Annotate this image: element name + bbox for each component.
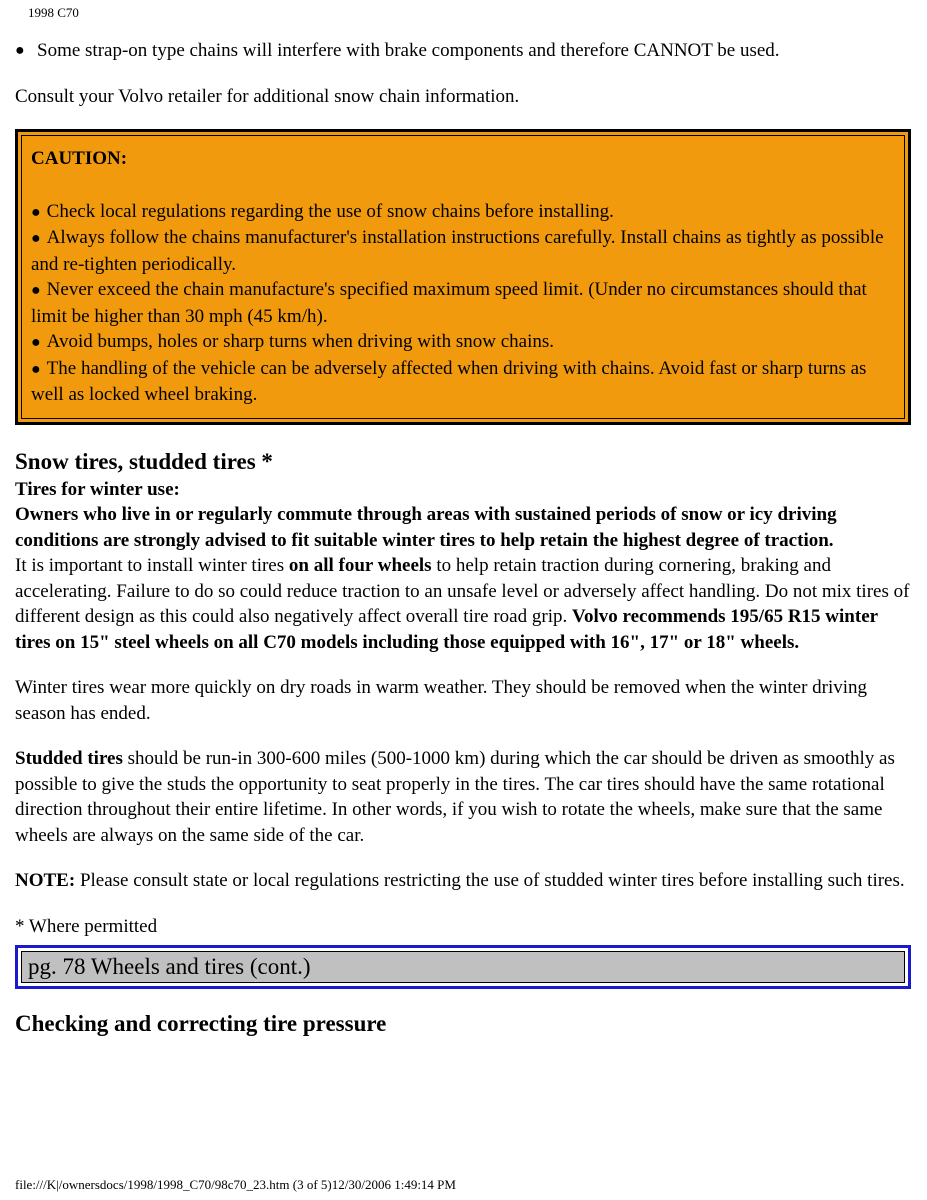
bullet-icon: ● [31, 203, 41, 221]
tire-wear-paragraph: Winter tires wear more quickly on dry roads in warm weather. They should be removed when the winter driving season has ended. [15, 677, 868, 724]
caution-box-inner [21, 135, 905, 419]
bullet-icon: ● [31, 360, 41, 378]
chain-warning-text: Some strap-on type chains will interfere with brake components and therefore CANNOT be used. [37, 40, 780, 61]
caution-item [31, 225, 895, 277]
bullet-icon: ● [31, 334, 41, 351]
bullet-icon: ● [31, 282, 41, 299]
page-reference-label: pg. 78 Wheels and tires (cont.) [21, 951, 905, 983]
consult-retailer-text: Consult your Volvo retailer for additional snow chain information. [15, 85, 520, 107]
studded-tires-text: should be run-in 300-600 miles (500-1000 km) during which the car should be driven as smoothly as possible to give the studs the opportunity to seat properly in the tires. The car tires should have the same rotational direction throughout their entire lifetime. In other words, if you wish to rotate the wheels, make sure that the same wheels are always on the same side of the car. [15, 748, 895, 846]
caution-item-text: Check local regulations regarding the use of snow chains before installing. [46, 200, 614, 222]
page-reference-box [15, 945, 911, 989]
volvo-recommendation: Volvo recommends 195/65 R15 winter tires on 15" steel wheels on all C70 models including those equipped with 16", 17" or 18" wheels. [15, 606, 878, 653]
caution-item [31, 356, 895, 408]
winter-tires-advice: Owners who live in or regularly commute through areas with sustained periods of snow or icy driving conditions are strongly advised to fit suitable winter tires to help retain the highest degree of traction. [15, 504, 837, 551]
bullet-icon: ● [31, 230, 41, 247]
file-path-footer: file:///K|/ownersdocs/1998/1998_C70/98c70_23.htm (3 of 5)12/30/2006 1:49:14 PM [15, 1177, 456, 1192]
caution-item-text: Never exceed the chain manufacture's specified maximum speed limit. (Under no circumstances should that limit be higher than 30 mph (45 km/h). [31, 279, 867, 327]
winter-use-subheading: Tires for winter use: [15, 478, 180, 500]
studded-tires-label: Studded tires [15, 748, 123, 769]
winter-tires-text: It is important to install winter tires [15, 555, 289, 576]
studded-tires-paragraph [15, 746, 911, 848]
tire-pressure-heading: Checking and correcting tire pressure [15, 1011, 387, 1036]
bullet-icon: ● [15, 42, 25, 59]
note-label: NOTE: [15, 870, 76, 891]
note-paragraph [15, 868, 911, 894]
caution-item [31, 199, 895, 226]
chain-warning-bullet [15, 38, 911, 64]
document-body [15, 38, 911, 1037]
snow-tires-heading: Snow tires, studded tires * [15, 448, 273, 474]
caution-title: CAUTION: [31, 148, 128, 169]
caution-item [31, 329, 895, 356]
document-header-title: 1998 C70 [28, 5, 79, 20]
caution-item-text: Always follow the chains manufacturer's installation instructions carefully. Install chains as tightly as possible and re-tighten periodically. [31, 227, 884, 275]
caution-box [15, 129, 911, 425]
caution-item-text: The handling of the vehicle can be adversely affected when driving with chains. Avoid fast or sharp turns as well as locked wheel braking. [31, 357, 867, 405]
winter-tires-paragraph [15, 553, 911, 655]
footnote: * Where permitted [15, 915, 158, 937]
note-text: Please consult state or local regulations restricting the use of studded winter tires before installing such tires. [75, 870, 905, 891]
caution-item [31, 277, 895, 329]
winter-tires-text: to help retain traction during cornering, braking and accelerating. Failure to do so could reduce traction to an unsafe level or adversely affect handling. Do not mix tires of different design as this could also negatively affect overall tire road grip. [15, 555, 910, 627]
all-four-wheels-emphasis: on all four wheels [288, 555, 432, 576]
caution-item-text: Avoid bumps, holes or sharp turns when driving with snow chains. [46, 331, 554, 352]
